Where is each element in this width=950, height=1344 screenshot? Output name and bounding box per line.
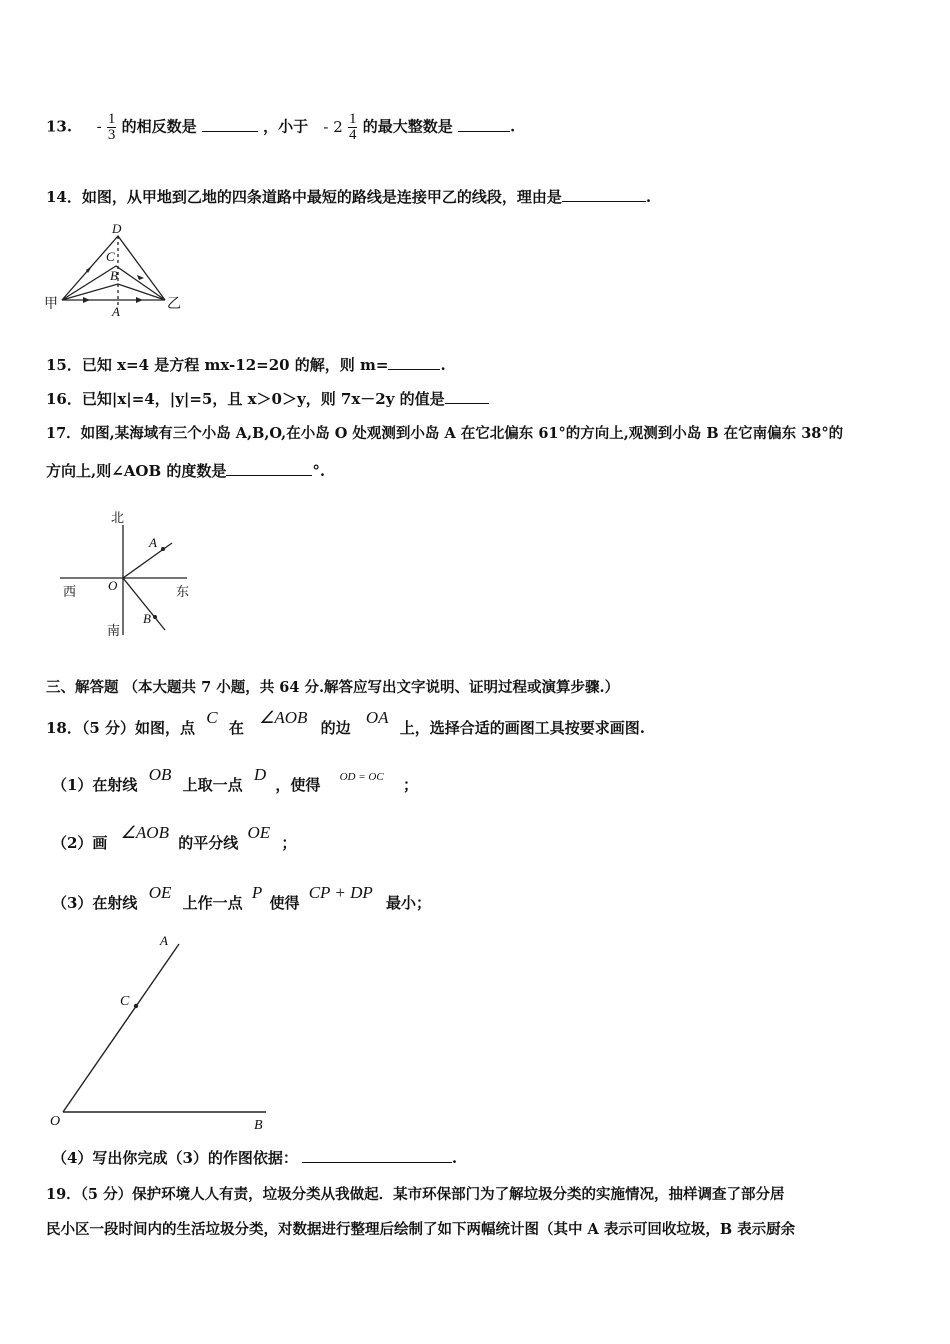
q16-answer-blank <box>445 389 489 404</box>
q18-p4-text: （4）写出你完成（3）的作图依据： <box>52 1149 298 1167</box>
q18-ray-oa <box>63 944 179 1112</box>
q14-path-via-b <box>62 284 165 300</box>
q18-point-c-dot <box>134 1004 138 1008</box>
q17-label-east: 东 <box>176 584 190 599</box>
q18-p1-equation: OD = OC <box>339 771 384 783</box>
q18-p2-text-a: （2）画 <box>52 834 108 852</box>
q18-label-o: O <box>50 1114 61 1129</box>
q17-label-west: 西 <box>63 584 77 599</box>
q13-fraction-one-quarter <box>348 112 358 143</box>
q15-end: . <box>440 356 446 374</box>
q13-fraction-one-third <box>107 112 117 143</box>
question-19-line2: 民小区一段时间内的生活垃圾分类，对数据进行整理后绘制了如下两幅统计图（其中 A 表示可回收垃圾，B 表示厨余 <box>46 1221 796 1238</box>
q18-p3-text-b: 上作一点 <box>182 894 243 912</box>
q17-point-a <box>161 547 165 551</box>
q17-label-a: A <box>149 535 157 550</box>
q18-p1-text-c: ，使得 <box>275 776 321 794</box>
q13-text1: 的相反数是 <box>121 117 197 136</box>
q13-frac2-numerator: 1 <box>348 111 357 127</box>
q18-p1-point-d: D <box>253 765 267 784</box>
section-3-title: 三、解答题 （本大题共 7 小题，共 64 分.解答应写出文字说明、证明过程或演算步骤.） <box>46 679 620 696</box>
q14-label-b: B <box>110 268 118 283</box>
q14-arrow-3 <box>86 266 92 273</box>
q15-text: 15．已知 x=4 是方程 mx-12=20 的解，则 m= <box>46 356 389 374</box>
q13-number: 13. <box>46 117 73 136</box>
q18-p1-text-d: ； <box>402 776 418 794</box>
q14-text: 14．如图，从甲地到乙地的四条道路中最短的路线是连接甲乙的线段，理由是 <box>46 188 562 206</box>
question-19-line1: 19．（5 分）保护环境人人有责，垃圾分类从我做起．某市环保部门为了解垃圾分类的实施情况，抽样调查了部分居 <box>46 1186 785 1203</box>
question-18 <box>46 708 646 738</box>
q13-frac2-sign: - 2 <box>323 117 343 136</box>
q18-label-b: B <box>254 1118 263 1133</box>
q18-text3: 的边 <box>320 719 351 737</box>
q18-p3-text-a: （3）在射线 <box>52 894 138 912</box>
q17-label-b: B <box>143 611 151 626</box>
q18-part-2 <box>52 823 297 853</box>
q18-p1-text-b: 上取一点 <box>182 776 243 794</box>
q17-answer-blank <box>226 461 312 476</box>
q17-line2-text: 方向上,则∠AOB 的度数是 <box>46 462 227 480</box>
q18-part-4 <box>52 1148 457 1168</box>
q17-label-o: O <box>108 578 118 593</box>
question-15 <box>46 355 446 375</box>
q13-text2: ，小于 <box>263 117 309 136</box>
q14-label-d: D <box>112 221 122 236</box>
q14-label-c: C <box>106 249 115 264</box>
q14-label-yi: 乙 <box>167 297 181 312</box>
q14-arrow-2 <box>136 297 143 303</box>
q13-frac1-denominator: 3 <box>107 127 116 143</box>
q14-arrow-4 <box>137 275 144 280</box>
q18-part-3 <box>52 883 432 913</box>
q18-side-oa: OA <box>365 708 389 727</box>
q18-p1-ray-ob: OB <box>148 765 172 784</box>
q18-text1: 18．（5 分）如图，点 <box>46 719 196 737</box>
q18-point-c: C <box>206 708 218 727</box>
q13-answer-blank-1 <box>202 117 258 132</box>
q13-answer-blank-2 <box>458 117 510 132</box>
q17-point-b <box>153 615 157 619</box>
q18-p2-text-b: 的平分线 <box>178 834 239 852</box>
q14-answer-blank <box>562 187 646 202</box>
q13-frac2-denominator: 4 <box>348 127 357 143</box>
question-14 <box>46 187 651 207</box>
q18-p2-bisector-oe: OE <box>247 823 271 842</box>
question-13 <box>46 112 515 143</box>
question-17-line2 <box>46 461 325 481</box>
q18-p2-text-c: ； <box>281 834 297 852</box>
q17-label-south: 南 <box>107 623 121 638</box>
q18-p3-ray-oe: OE <box>148 883 172 902</box>
q13-frac1-sign: - <box>96 117 102 136</box>
q17-degree-end: °. <box>312 462 326 480</box>
question-17-line1: 17．如图,某海域有三个小岛 A,B,O,在小岛 O 处观测到小岛 A 在它北偏东 61°的方向上,观测到小岛 B 在它南偏东 38°的 <box>46 425 844 442</box>
q17-ray-oa <box>123 543 172 578</box>
q18-label-c: C <box>120 994 130 1009</box>
q18-p3-text-c: 使得 <box>269 894 300 912</box>
q15-answer-blank <box>388 355 440 370</box>
q14-arrow-1 <box>83 297 90 303</box>
q13-end: . <box>509 117 516 136</box>
q18-p4-end: . <box>451 1149 458 1167</box>
q18-p4-answer-blank <box>302 1148 452 1163</box>
q18-p3-expression: CP + DP <box>308 883 373 902</box>
q14-label-jia: 甲 <box>44 297 58 312</box>
q18-text4: 上，选择合适的画图工具按要求画图. <box>399 719 646 737</box>
q16-text: 16．已知|x|=4，|y|=5，且 x＞0＞y，则 7x－2y 的值是 <box>46 390 445 408</box>
q17-label-north: 北 <box>111 510 125 525</box>
q18-text2: 在 <box>228 719 244 737</box>
q18-p2-angle-aob: ∠AOB <box>120 823 169 842</box>
q18-angle-aob: ∠AOB <box>259 708 308 727</box>
q18-part-1 <box>52 765 418 797</box>
q18-p3-point-p: P <box>251 883 263 902</box>
q13-text3: 的最大整数是 <box>362 117 453 136</box>
q18-p1-text-a: （1）在射线 <box>52 776 138 794</box>
q18-p3-text-d: 最小； <box>386 894 432 912</box>
q14-label-a: A <box>112 304 120 319</box>
q14-end: . <box>645 188 652 206</box>
q18-label-a: A <box>160 933 168 948</box>
question-16 <box>46 389 489 409</box>
q13-frac1-numerator: 1 <box>107 111 116 127</box>
